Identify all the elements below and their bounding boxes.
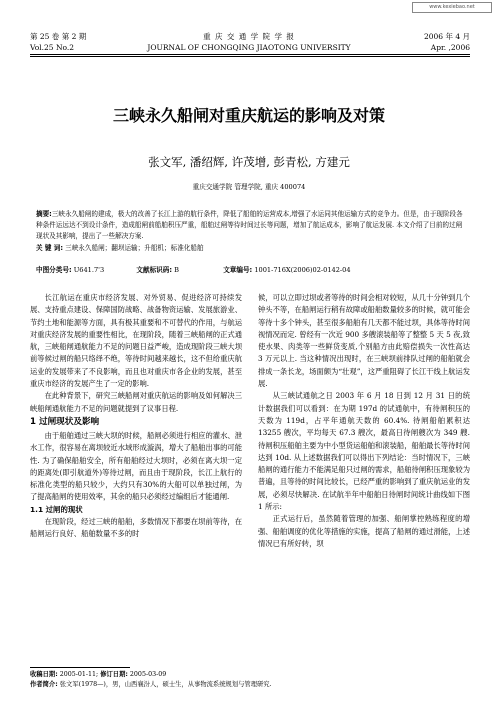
header-volume-en: Vol.25 No.2 bbox=[30, 43, 75, 52]
header-date-cn: 2006 年 4 月 bbox=[423, 32, 470, 41]
abstract-label: 摘要: bbox=[36, 210, 52, 218]
intro-paragraph-1: 长江航运在重庆市经济发展、对外贸易、促进经济可持续发展、支持重点建设、保障国防战略、战备物资运输、发展旅游业、节约土地和能源等方面，具有极其重要和不可替代的作用，与航运对重庆经济发展的重要性相比，在现阶段，随着三峡船闸的正式通航，三峡船闸通航能力不足的问题日益严峻，造成现阶段三峡大坝前等候过闸的船只络绎不绝，等待时间越来越长，这不但给重庆航运业的发展带来了不良影响，而且也对重庆市各企业的发展，甚至重庆市经济的发展产生了一定的影响. bbox=[30, 293, 242, 389]
revised-label: 修订日期: bbox=[100, 671, 128, 678]
header-journal-cn: 重 庆 交 通 学 院 学 报 bbox=[203, 32, 295, 41]
article-value: 1001-716X(2006)02-0142-04 bbox=[254, 266, 351, 274]
section-1-paragraph: 由于船舶通过三峡大坝的时候，船闸必须进行相应的灌水、泄水工作，很容易在离坝较近水域形成漩涡，增大了船舶出事的可能性. 为了确保船舶安全，所有船舶经过大坝时，必须在离大坝一定的距离处(即引航道外)等待过闸，而且由于现阶段，长江上航行的标准化类型的船只较少，大约只有30%的大船可以单独过闸，为了提高船闸的使用效率，其余的船只必须经过编组后才能通闸. bbox=[30, 430, 242, 502]
right-paragraph-2: 从三峡试通航之日 2003 年 6 月 18 日到 12 月 31 日的统计数据我们可以看到：在为期 197d 的试通航中，有待闸积压的天数为 119d，占平年通航天数的 60.4%. 待闸船舶累积达 13255 艘次，平均每天 67.3 艘次，最高日待闸艘次为 349 艘. 待闸积压船舶主要为中小型货运船舶和滚装船，船舶最长等待时间达到 10d. 从上述数据我们可以得出下列结论：当时情况下，三峡船闸的通行能力不能满足船只过闸的需求，船舶待闸积压现象较为普遍，且等待的时间比较长，已经严重的影响到了重庆航运业的发展，必须尽快解决. 在试航半年中船舶日待闸时间统计曲线如下图 1 所示: bbox=[258, 391, 470, 512]
class-label: 中图分类号: bbox=[36, 266, 72, 274]
left-column bbox=[30, 292, 242, 541]
header-date-en: Apr. ,2006 bbox=[430, 43, 470, 52]
paper-authors: 张文军, 潘绍辉, 许茂增, 彭青松, 方建元 bbox=[148, 155, 350, 169]
header-rule-2 bbox=[30, 56, 470, 57]
right-paragraph-1: 候，可以立即过坝或者等待的时间会相对较短，从几十分钟到几个钟头不等，在船闸运行稍有故障或船舶数量较多的时候，就可能会等待十多个钟头，甚至很多船舶有几天都不能过坝，具体等待时间视情况而定. 曾经有一次近 900 多艘滚装船等了整整 5 天 5 夜,致使水果、肉类等一些鲜货变质,个别船方由此赔偿损失一次性高达 3 万元以上. 当这种情况出现时，在三峡坝前排队过闸的船舶就会排成一条长龙，场面颇为“壮观”，这严重阻碍了长江干线上航运发展. bbox=[258, 293, 470, 389]
header-journal-en: JOURNAL OF CHONGQING JIAOTONG UNIVERSITY bbox=[147, 43, 351, 52]
received-label: 收稿日期: bbox=[30, 671, 58, 678]
received-value: 2005-01-11; bbox=[59, 671, 99, 678]
header-volume-cn: 第 25 卷 第 2 期 bbox=[30, 32, 87, 41]
doccode-value: B bbox=[174, 266, 179, 274]
subsection-1-1-paragraph: 在现阶段，经过三峡的船舶，多数情况下都要在坝前等待，在船闸运行良好、船舶数量不多的时 bbox=[30, 517, 242, 539]
right-column bbox=[258, 292, 470, 550]
abstract-text: 三峡永久船闸的建成，极大的改善了长江上游的航行条件，降低了船舶的运营成本,增强了水运同其他运输方式的竞争力。但是，由于现阶段各种条件运远达不到设计条件，造成船闸前船舶积压严重，船舶过闸等待时间过长等问题，增加了航运成本，影响了航运发展. 本文介绍了目前的过闸现状及其影响，提出了一些解决方案. bbox=[36, 210, 463, 241]
header-rule bbox=[30, 54, 470, 55]
classification-line bbox=[36, 266, 351, 275]
revised-value: 2005-03-09 bbox=[129, 671, 167, 678]
footnote bbox=[30, 670, 470, 689]
abstract bbox=[36, 209, 466, 254]
keywords-text: 三峡永久船闸；翻坝运输；升船机；标准化船舶 bbox=[65, 243, 204, 252]
class-value: U641.7'3 bbox=[73, 266, 105, 274]
watermark: www.kexiebao.net bbox=[412, 2, 492, 13]
footnote-rule bbox=[30, 667, 130, 668]
paper-affiliation: 重庆交通学院 管理学院, 重庆 400074 bbox=[192, 183, 306, 191]
keywords-label: 关 键 词: bbox=[36, 243, 64, 252]
right-paragraph-3: 正式运行后，虽然随着管理的加强、船闸掌控熟练程度的增强、船舶调度的优化等措施的实施，提高了船闸的通过滑能，上述情况已有所好转，坝 bbox=[258, 514, 470, 548]
intro-paragraph-2: 在此种背景下，研究三峡船闸对重庆航运的影响及如何解决三峡船闸通航能力不足的问题就提到了议事日程. bbox=[30, 391, 242, 413]
paper-title: 三峡永久船闸对重庆航运的影响及对策 bbox=[112, 106, 385, 125]
article-label: 文章编号: bbox=[223, 266, 253, 274]
author-bio-value: 张文军(1978—)，男，山西襄汾人，硕士生，从事物流系统规划与管理研究. bbox=[59, 680, 272, 688]
doccode-label: 文献标识码: bbox=[136, 266, 172, 274]
author-bio-label: 作者简介: bbox=[30, 680, 58, 688]
section-heading-1: 1 过闸现状及影响 bbox=[30, 416, 100, 427]
subsection-heading-1-1: 1.1 过闸的现状 bbox=[30, 504, 83, 514]
